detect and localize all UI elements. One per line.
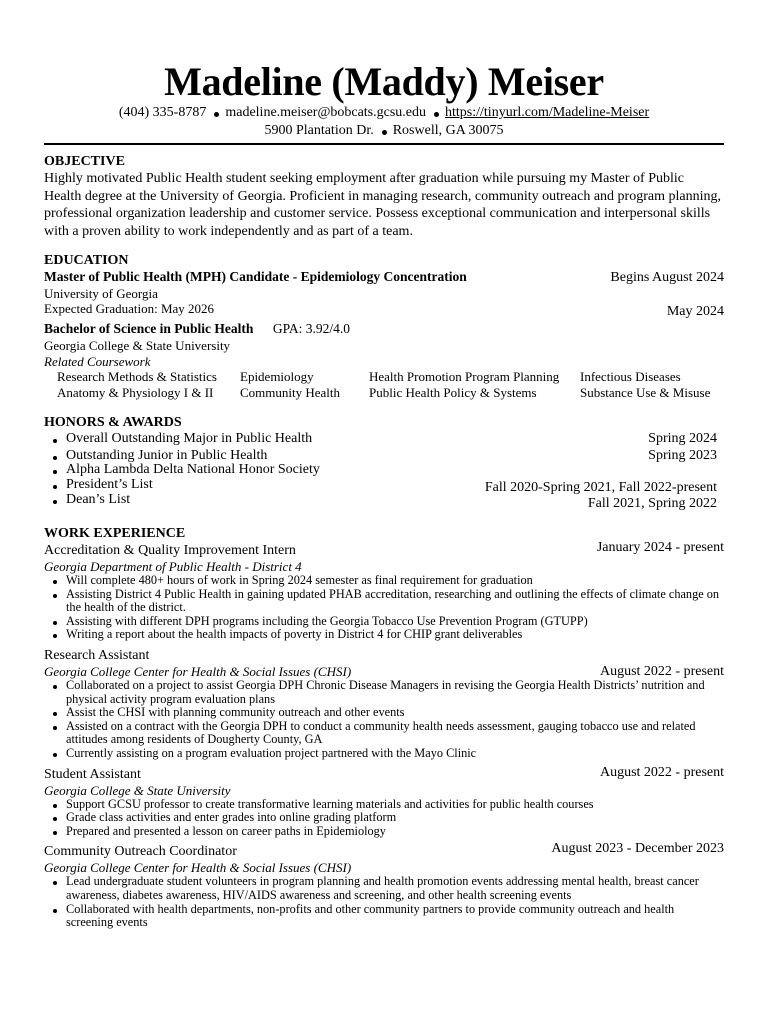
honor-date: Spring 2024 [648, 431, 717, 446]
city-address: Roswell, GA 30075 [392, 123, 504, 138]
honor-date: Fall 2020-Spring 2021, Fall 2022-present [484, 480, 717, 496]
job-entry [44, 766, 724, 839]
honor-date: Spring 2023 [648, 447, 717, 463]
email-address[interactable]: madeline.meiser@bobcats.gcsu.edu [225, 105, 427, 120]
bs-date: May 2024 [666, 304, 724, 319]
bs-gpa: GPA: 3.92/4.0 [272, 321, 351, 336]
honors-section [44, 415, 724, 511]
course-item: Public Health Policy & Systems [369, 385, 537, 400]
bullet-separator-icon [214, 112, 219, 117]
course-item: Substance Use & Misuse [580, 385, 711, 400]
honors-heading: HONORS & AWARDS [44, 415, 182, 430]
job-bullets [44, 574, 724, 642]
job-header [44, 542, 724, 559]
job-bullet: Prepared and presented a lesson on career paths in Epidemiology [44, 825, 724, 839]
course-item: Epidemiology [240, 369, 314, 384]
job-org: Georgia College & State University [44, 782, 231, 798]
objective-section [44, 154, 724, 240]
resume-name: Madeline (Maddy) Meiser [164, 59, 604, 104]
honor-name: President’s List [66, 477, 153, 493]
portfolio-link[interactable]: https://tinyurl.com/Madeline-Meiser [445, 105, 650, 120]
mph-row [44, 269, 724, 286]
job-bullet: Assisting District 4 Public Health in gaining updated PHAB accreditation, researching and outlining the effects of climate change on the health of the district. [44, 588, 724, 615]
job-bullet: Grade class activities and enter grades into online grading platform [44, 811, 724, 825]
bs-school: Georgia College & State University [44, 338, 231, 353]
objective-heading: OBJECTIVE [44, 154, 125, 169]
job-bullet: Writing a report about the health impacts of poverty in District 4 for CHIP grant deliverables [44, 628, 724, 642]
job-header [44, 647, 724, 664]
job-bullet: Lead undergraduate student volunteers in program planning and health promotion events addressing mental health, breast cancer awareness, diabetes awareness, HIV/AIDS awareness and screening, and other health screening events [44, 875, 724, 902]
honor-item [44, 449, 724, 464]
course-item: Health Promotion Program Planning [369, 369, 560, 384]
honor-name: Outstanding Junior in Public Health [66, 447, 268, 463]
job-date: August 2023 - December 2023 [551, 841, 724, 857]
mph-expected: Expected Graduation: May 2026 [44, 301, 215, 316]
job-header [44, 843, 724, 860]
job-bullet: Will complete 480+ hours of work in Spring 2024 semester as final requirement for graduation [44, 574, 724, 588]
honor-item [44, 432, 724, 447]
honor-item [44, 491, 724, 511]
objective-text: Highly motivated Public Health student seeking employment after graduation while pursuing my Master of Public Health degree at the University of Georgia. Proficient in managing research, community outreach and program planning, professional organization leadership and customer service. Possess exceptional communication and interpersonal skills with a proven ability to work independently and as part of a team. [44, 171, 721, 239]
mph-school: University of Georgia [44, 286, 158, 301]
job-entry [44, 647, 724, 761]
contact-line-2 [44, 122, 724, 140]
job-role: Research Assistant [44, 647, 150, 663]
job-bullet: Assist the CHSI with planning community outreach and other events [44, 706, 724, 720]
job-role: Student Assistant [44, 766, 141, 782]
course-item: Infectious Diseases [580, 369, 681, 384]
course-item: Community Health [240, 385, 341, 400]
job-org: Georgia College Center for Health & Social Issues (CHSI) [44, 860, 352, 876]
job-header [44, 766, 724, 783]
education-heading: EDUCATION [44, 253, 129, 268]
course-item: Anatomy & Physiology I & II [57, 385, 214, 400]
job-bullet: Support GCSU professor to create transformative learning materials and activities for public health courses [44, 798, 724, 812]
honor-item [44, 477, 724, 496]
bs-degree: Bachelor of Science in Public Health [44, 321, 254, 336]
work-heading: WORK EXPERIENCE [44, 526, 186, 541]
street-address: 5900 Plantation Dr. [264, 123, 374, 138]
honor-name: Alpha Lambda Delta National Honor Society [66, 462, 320, 478]
job-date: August 2022 - present [599, 663, 724, 679]
honor-name: Overall Outstanding Major in Public Health [66, 431, 313, 446]
coursework-label: Related Coursework [44, 354, 151, 369]
contact-line-1 [44, 104, 724, 122]
job-bullets [44, 798, 724, 839]
job-bullet: Currently assisting on a program evaluation project partnered with the Mayo Clinic [44, 747, 724, 761]
coursework-grid [44, 369, 724, 401]
job-entry [44, 542, 724, 642]
header-divider [44, 143, 724, 145]
honor-item [44, 463, 724, 478]
bs-row [44, 320, 724, 337]
phone-number: (404) 335-8787 [118, 105, 207, 120]
job-org: Georgia College Center for Health & Social Issues (CHSI) [44, 663, 352, 679]
mph-degree: Master of Public Health (MPH) Candidate - Epidemiology Concentration [44, 269, 467, 284]
bullet-separator-icon [382, 130, 387, 135]
job-org-row [44, 664, 724, 679]
job-org: Georgia Department of Public Health - District 4 [44, 559, 302, 574]
job-bullet: Collaborated with health departments, non-profits and other community partners to provide community outreach and health screening events [44, 903, 724, 930]
mph-expected-row [44, 301, 724, 319]
job-bullets [44, 679, 724, 761]
mph-date: Begins August 2024 [610, 270, 724, 285]
honor-name: Dean’s List [66, 491, 131, 507]
job-bullet: Collaborated on a project to assist Georgia DPH Chronic Disease Managers in revising the Georgia Health Districts’ nutrition and physical activity program evaluation plans [44, 679, 724, 706]
work-section [44, 526, 724, 930]
course-item: Research Methods & Statistics [57, 369, 217, 384]
job-date: January 2024 - present [596, 540, 724, 555]
job-date: August 2022 - present [599, 764, 724, 780]
job-bullet: Assisting with different DPH programs including the Georgia Tobacco Use Prevention Program (GTUPP) [44, 615, 724, 629]
honor-date: Fall 2021, Spring 2022 [587, 495, 717, 511]
job-bullets [44, 875, 724, 929]
bullet-separator-icon [434, 112, 439, 117]
job-role: Accreditation & Quality Improvement Intern [44, 543, 296, 558]
honors-list [44, 431, 724, 511]
job-role: Community Outreach Coordinator [44, 844, 237, 860]
education-section [44, 253, 724, 401]
job-bullet: Assisted on a contract with the Georgia DPH to conduct a community health needs assessment, gauging tobacco use and related attitudes among residents of Dougherty County, GA [44, 720, 724, 747]
job-entry [44, 843, 724, 929]
